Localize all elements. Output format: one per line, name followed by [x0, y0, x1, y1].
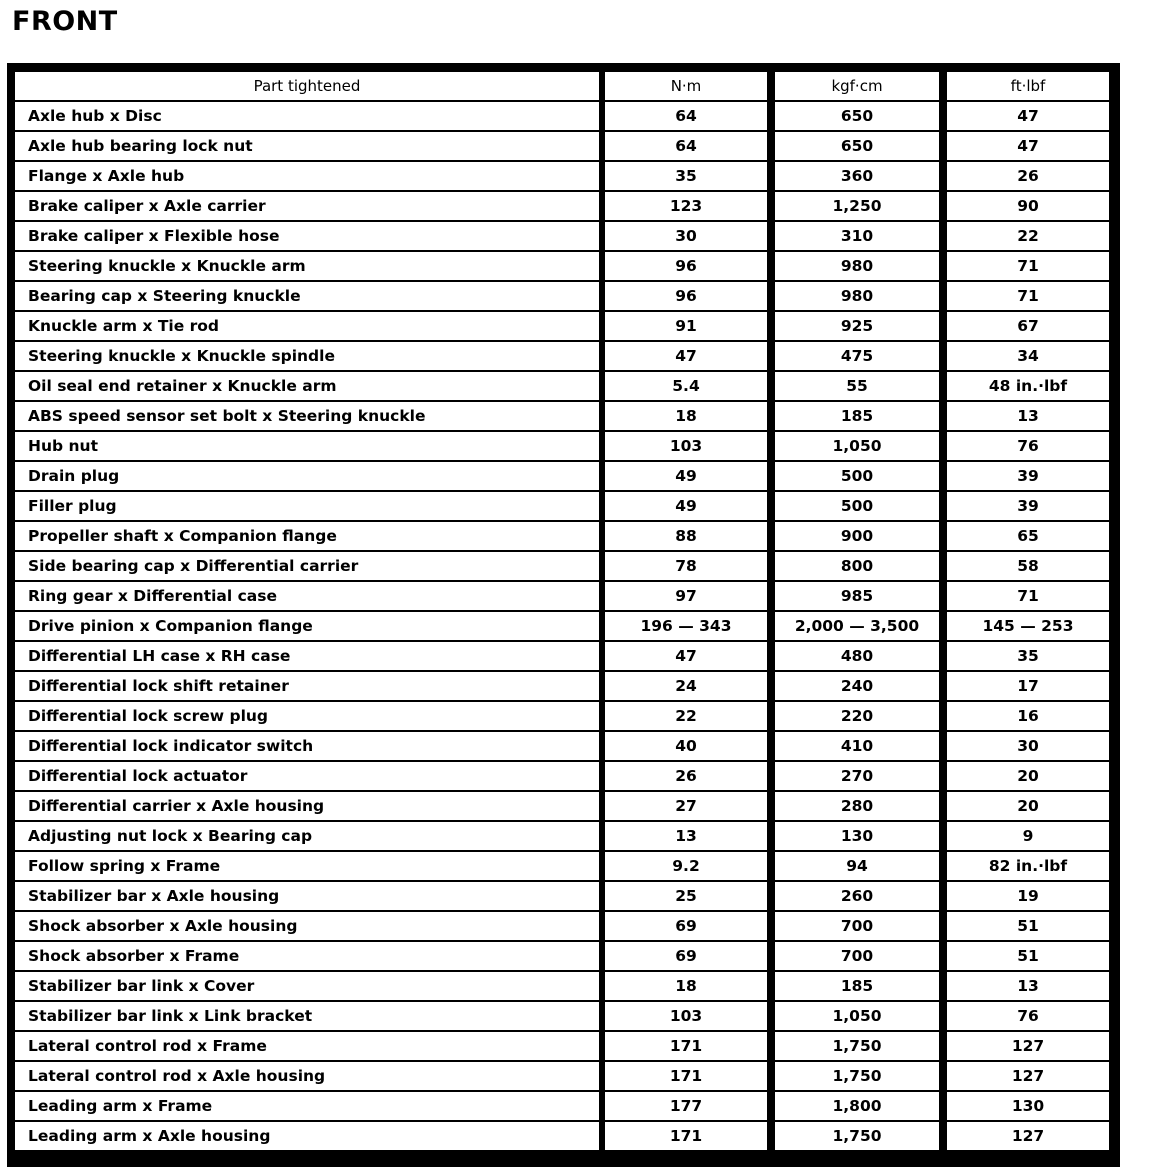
kgf-column — [775, 72, 939, 1150]
nm-value-cell: 25 — [605, 882, 767, 910]
ft-value-cell: 13 — [947, 402, 1109, 430]
ft-value-cell: 30 — [947, 732, 1109, 760]
nm-value-cell: 64 — [605, 102, 767, 130]
part-name-cell: Stabilizer bar link x Cover — [15, 972, 599, 1000]
part-name-cell: Side bearing cap x Differential carrier — [15, 552, 599, 580]
part-name-cell: Differential LH case x RH case — [15, 642, 599, 670]
kgf-value-cell: 260 — [775, 882, 939, 910]
nm-value-cell: 49 — [605, 492, 767, 520]
nm-value-cell: 171 — [605, 1032, 767, 1060]
kgf-value-cell: 985 — [775, 582, 939, 610]
part-name-cell: Flange x Axle hub — [15, 162, 599, 190]
ft-value-cell: 20 — [947, 762, 1109, 790]
column-header-nm: N·m — [605, 72, 767, 100]
part-name-cell: Propeller shaft x Companion flange — [15, 522, 599, 550]
nm-column — [605, 72, 767, 1150]
ft-value-cell: 127 — [947, 1122, 1109, 1150]
part-name-cell: ABS speed sensor set bolt x Steering knuckle — [15, 402, 599, 430]
kgf-value-cell: 360 — [775, 162, 939, 190]
nm-value-cell: 30 — [605, 222, 767, 250]
kgf-value-cell: 270 — [775, 762, 939, 790]
kgf-value-cell: 94 — [775, 852, 939, 880]
nm-value-cell: 35 — [605, 162, 767, 190]
nm-value-cell: 91 — [605, 312, 767, 340]
column-header-kgf: kgf·cm — [775, 72, 939, 100]
part-name-cell: Differential lock actuator — [15, 762, 599, 790]
ft-value-cell: 34 — [947, 342, 1109, 370]
nm-value-cell: 49 — [605, 462, 767, 490]
kgf-value-cell: 480 — [775, 642, 939, 670]
nm-value-cell: 171 — [605, 1062, 767, 1090]
nm-value-cell: 69 — [605, 942, 767, 970]
part-name-cell: Brake caliper x Axle carrier — [15, 192, 599, 220]
ft-value-cell: 9 — [947, 822, 1109, 850]
column-header-part: Part tightened — [15, 72, 599, 100]
nm-value-cell: 5.4 — [605, 372, 767, 400]
part-name-cell: Drive pinion x Companion flange — [15, 612, 599, 640]
part-name-cell: Ring gear x Differential case — [15, 582, 599, 610]
part-name-cell: Steering knuckle x Knuckle spindle — [15, 342, 599, 370]
ft-value-cell: 58 — [947, 552, 1109, 580]
nm-value-cell: 40 — [605, 732, 767, 760]
nm-value-cell: 97 — [605, 582, 767, 610]
ft-value-cell: 90 — [947, 192, 1109, 220]
nm-value-cell: 47 — [605, 342, 767, 370]
part-name-cell: Follow spring x Frame — [15, 852, 599, 880]
part-name-cell: Shock absorber x Frame — [15, 942, 599, 970]
ft-value-cell: 51 — [947, 942, 1109, 970]
nm-value-cell: 18 — [605, 402, 767, 430]
part-name-cell: Brake caliper x Flexible hose — [15, 222, 599, 250]
ft-value-cell: 22 — [947, 222, 1109, 250]
part-name-cell: Oil seal end retainer x Knuckle arm — [15, 372, 599, 400]
part-name-cell: Hub nut — [15, 432, 599, 460]
ft-value-cell: 39 — [947, 492, 1109, 520]
part-name-cell: Differential lock shift retainer — [15, 672, 599, 700]
nm-value-cell: 177 — [605, 1092, 767, 1120]
column-header-ft: ft·lbf — [947, 72, 1109, 100]
nm-value-cell: 123 — [605, 192, 767, 220]
ft-column — [947, 72, 1109, 1150]
ft-value-cell: 47 — [947, 102, 1109, 130]
kgf-value-cell: 500 — [775, 462, 939, 490]
ft-value-cell: 39 — [947, 462, 1109, 490]
kgf-value-cell: 475 — [775, 342, 939, 370]
part-name-cell: Leading arm x Axle housing — [15, 1122, 599, 1150]
nm-value-cell: 26 — [605, 762, 767, 790]
ft-value-cell: 51 — [947, 912, 1109, 940]
part-name-cell: Bearing cap x Steering knuckle — [15, 282, 599, 310]
ft-value-cell: 20 — [947, 792, 1109, 820]
kgf-value-cell: 650 — [775, 132, 939, 160]
kgf-value-cell: 980 — [775, 252, 939, 280]
kgf-value-cell: 1,750 — [775, 1122, 939, 1150]
part-name-cell: Lateral control rod x Axle housing — [15, 1062, 599, 1090]
kgf-value-cell: 130 — [775, 822, 939, 850]
ft-value-cell: 13 — [947, 972, 1109, 1000]
part-name-cell: Stabilizer bar x Axle housing — [15, 882, 599, 910]
nm-value-cell: 69 — [605, 912, 767, 940]
part-name-cell: Shock absorber x Axle housing — [15, 912, 599, 940]
nm-value-cell: 96 — [605, 252, 767, 280]
part-name-cell: Leading arm x Frame — [15, 1092, 599, 1120]
nm-value-cell: 103 — [605, 432, 767, 460]
kgf-value-cell: 220 — [775, 702, 939, 730]
ft-value-cell: 65 — [947, 522, 1109, 550]
nm-value-cell: 103 — [605, 1002, 767, 1030]
nm-value-cell: 22 — [605, 702, 767, 730]
ft-value-cell: 35 — [947, 642, 1109, 670]
part-name-cell: Lateral control rod x Frame — [15, 1032, 599, 1060]
kgf-value-cell: 980 — [775, 282, 939, 310]
kgf-value-cell: 310 — [775, 222, 939, 250]
kgf-value-cell: 500 — [775, 492, 939, 520]
ft-value-cell: 127 — [947, 1032, 1109, 1060]
kgf-value-cell: 650 — [775, 102, 939, 130]
page-title: FRONT — [12, 6, 118, 37]
nm-value-cell: 196 — 343 — [605, 612, 767, 640]
ft-value-cell: 67 — [947, 312, 1109, 340]
ft-value-cell: 71 — [947, 282, 1109, 310]
part-column — [15, 72, 599, 1150]
kgf-value-cell: 700 — [775, 942, 939, 970]
kgf-value-cell: 1,750 — [775, 1062, 939, 1090]
kgf-value-cell: 185 — [775, 972, 939, 1000]
nm-value-cell: 24 — [605, 672, 767, 700]
ft-value-cell: 16 — [947, 702, 1109, 730]
nm-value-cell: 88 — [605, 522, 767, 550]
ft-value-cell: 76 — [947, 1002, 1109, 1030]
part-name-cell: Axle hub bearing lock nut — [15, 132, 599, 160]
part-name-cell: Stabilizer bar link x Link bracket — [15, 1002, 599, 1030]
ft-value-cell: 48 in.·lbf — [947, 372, 1109, 400]
kgf-value-cell: 700 — [775, 912, 939, 940]
kgf-value-cell: 240 — [775, 672, 939, 700]
ft-value-cell: 76 — [947, 432, 1109, 460]
ft-value-cell: 26 — [947, 162, 1109, 190]
part-name-cell: Differential carrier x Axle housing — [15, 792, 599, 820]
nm-value-cell: 64 — [605, 132, 767, 160]
ft-value-cell: 71 — [947, 582, 1109, 610]
nm-value-cell: 171 — [605, 1122, 767, 1150]
nm-value-cell: 13 — [605, 822, 767, 850]
kgf-value-cell: 900 — [775, 522, 939, 550]
kgf-value-cell: 410 — [775, 732, 939, 760]
part-name-cell: Differential lock indicator switch — [15, 732, 599, 760]
kgf-value-cell: 1,050 — [775, 1002, 939, 1030]
kgf-value-cell: 925 — [775, 312, 939, 340]
nm-value-cell: 78 — [605, 552, 767, 580]
kgf-value-cell: 2,000 — 3,500 — [775, 612, 939, 640]
ft-value-cell: 47 — [947, 132, 1109, 160]
part-name-cell: Knuckle arm x Tie rod — [15, 312, 599, 340]
kgf-value-cell: 1,250 — [775, 192, 939, 220]
nm-value-cell: 47 — [605, 642, 767, 670]
ft-value-cell: 130 — [947, 1092, 1109, 1120]
part-name-cell: Drain plug — [15, 462, 599, 490]
torque-spec-table — [7, 63, 1120, 1167]
kgf-value-cell: 1,750 — [775, 1032, 939, 1060]
nm-value-cell: 9.2 — [605, 852, 767, 880]
part-name-cell: Adjusting nut lock x Bearing cap — [15, 822, 599, 850]
ft-value-cell: 19 — [947, 882, 1109, 910]
kgf-value-cell: 800 — [775, 552, 939, 580]
ft-value-cell: 82 in.·lbf — [947, 852, 1109, 880]
part-name-cell: Filler plug — [15, 492, 599, 520]
nm-value-cell: 27 — [605, 792, 767, 820]
part-name-cell: Axle hub x Disc — [15, 102, 599, 130]
nm-value-cell: 18 — [605, 972, 767, 1000]
kgf-value-cell: 1,050 — [775, 432, 939, 460]
ft-value-cell: 17 — [947, 672, 1109, 700]
nm-value-cell: 96 — [605, 282, 767, 310]
ft-value-cell: 71 — [947, 252, 1109, 280]
part-name-cell: Differential lock screw plug — [15, 702, 599, 730]
ft-value-cell: 145 — 253 — [947, 612, 1109, 640]
kgf-value-cell: 185 — [775, 402, 939, 430]
kgf-value-cell: 1,800 — [775, 1092, 939, 1120]
kgf-value-cell: 55 — [775, 372, 939, 400]
ft-value-cell: 127 — [947, 1062, 1109, 1090]
part-name-cell: Steering knuckle x Knuckle arm — [15, 252, 599, 280]
kgf-value-cell: 280 — [775, 792, 939, 820]
